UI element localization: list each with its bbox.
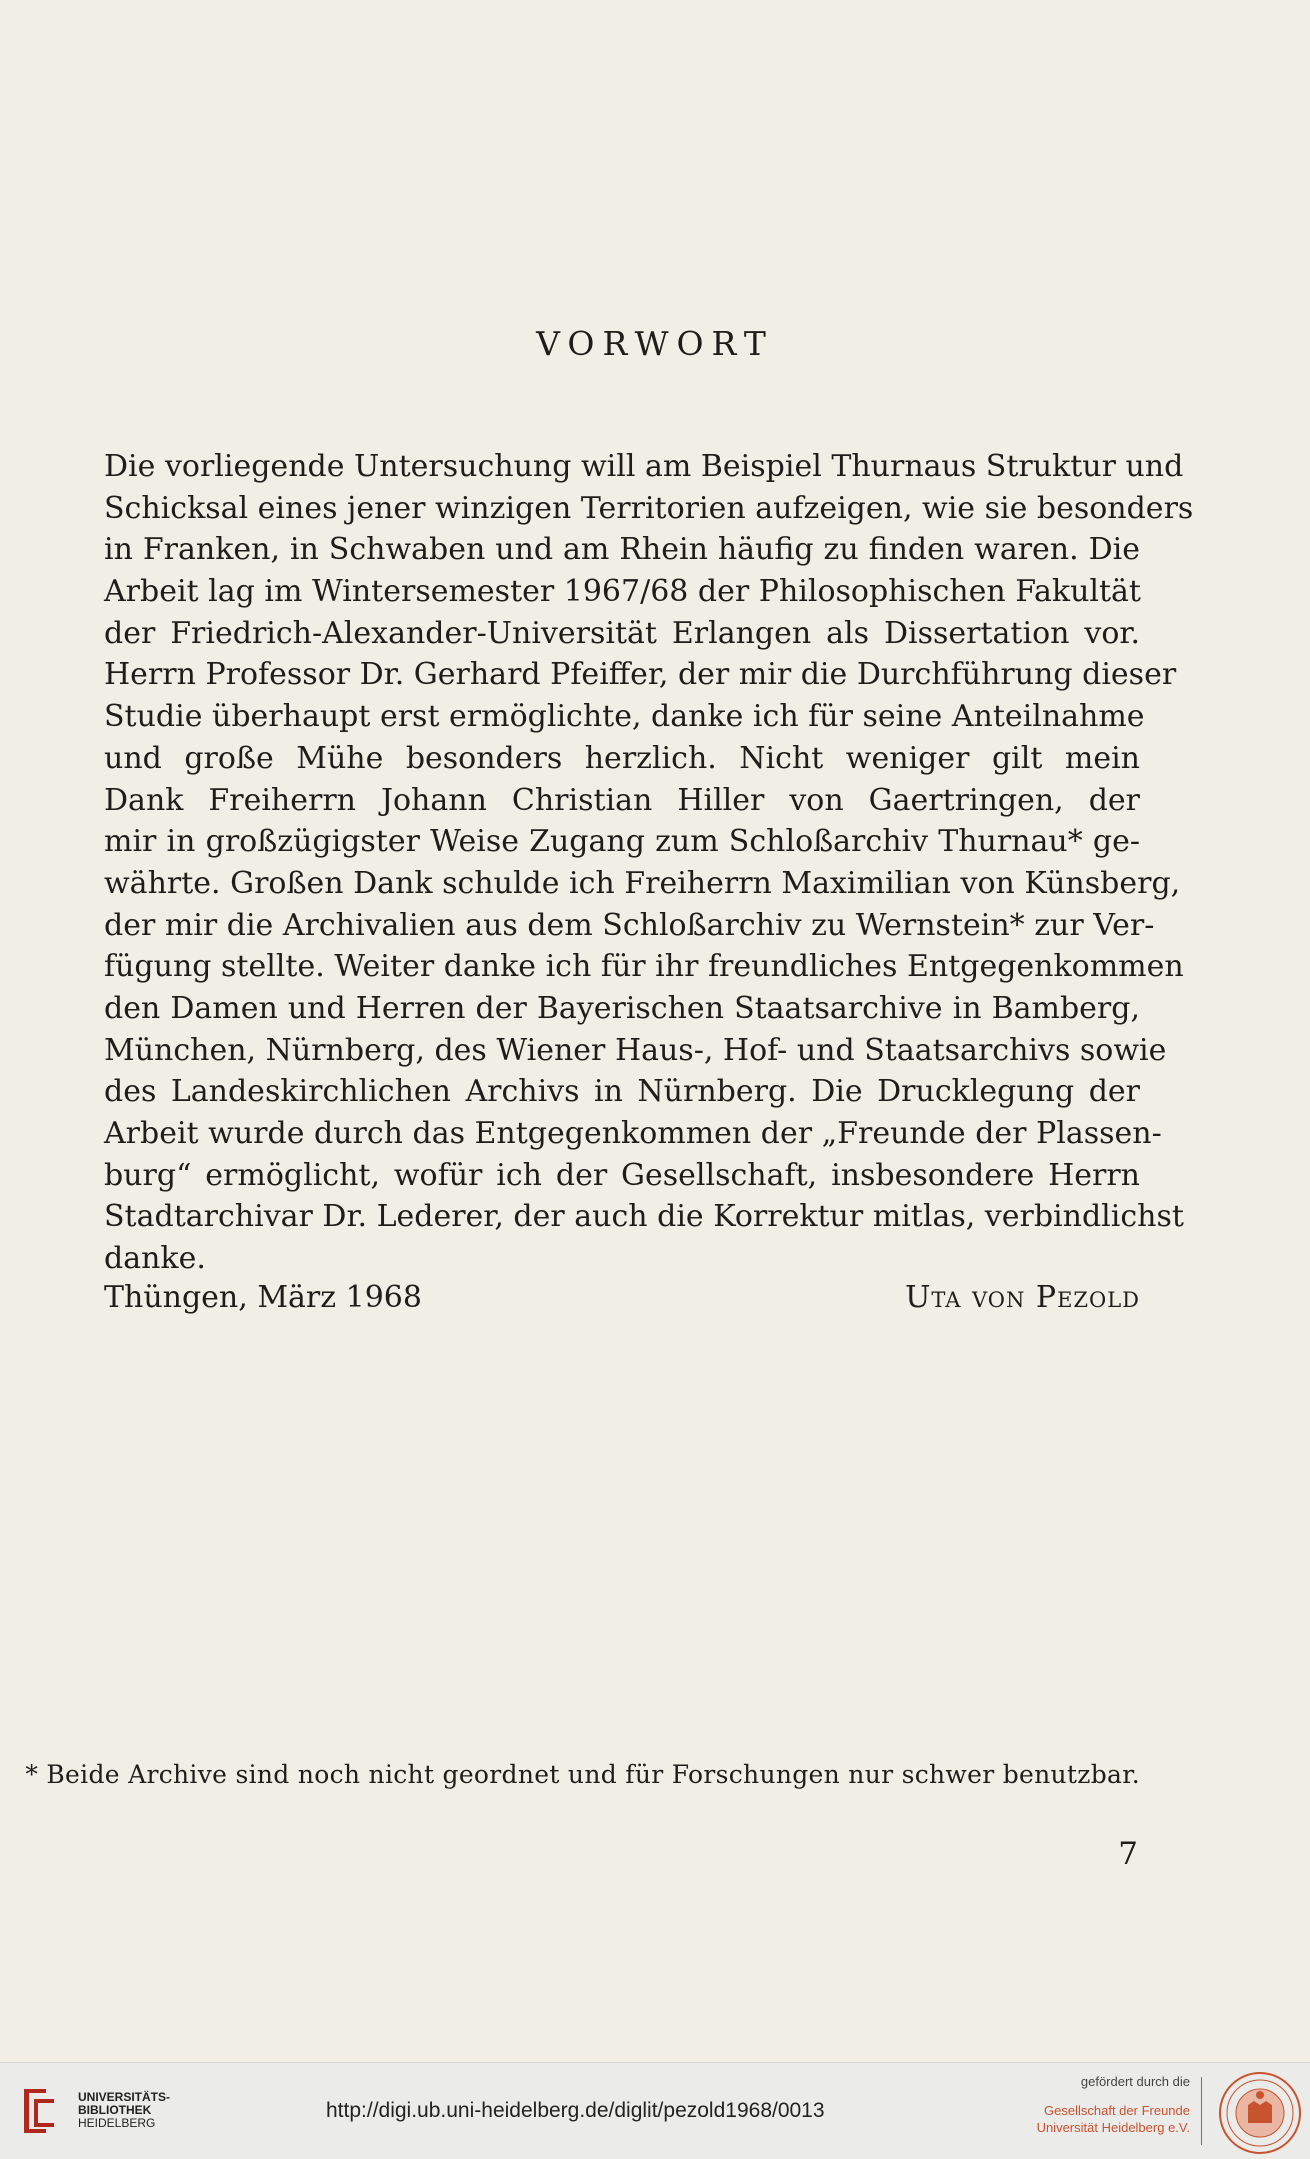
body-line: Arbeit wurde durch das Entgegenkommen der „Freunde der Plassen- [104,1116,1162,1151]
preface-body [104,446,1194,1280]
page-number: 7 [1118,1836,1138,1872]
body-line: Dank Freiherrn Johann Christian Hiller von Gaertringen, der [104,782,1140,818]
body-line: der mir die Archivalien aus dem Schloßarchiv zu Wernstein* zur Ver- [104,907,1155,943]
sponsor-block[interactable] [1037,2073,1190,2136]
body-line: Studie überhaupt erst ermöglichte, danke ich für seine Anteilnahme [104,699,1145,735]
body-line: danke. [104,1241,206,1277]
body-line: Arbeit lag im Wintersemester 1967/68 der Philosophischen Fakultät [104,574,1141,610]
body-line: Stadtarchivar Dr. Lederer, der auch die Korrektur mitlas, verbindlichst [104,1199,1184,1235]
viewer-footer [0,2062,1310,2159]
body-line: der Friedrich-Alexander-Universität Erlangen als Dissertation vor. [104,615,1140,651]
body-line: Herrn Professor Dr. Gerhard Pfeiffer, der mir die Durchführung dieser [104,657,1177,693]
sponsored-by-label: gefördert durch die [1080,2074,1190,2089]
body-line: den Damen und Herren der Bayerischen Staatsarchive in Bamberg, [104,990,1140,1026]
body-line: burg“ ermöglicht, wofür ich der Gesellschaft, insbesondere Herrn [104,1157,1140,1193]
library-name-line: HEIDELBERG [78,2116,156,2130]
body-line: München, Nürnberg, des Wiener Haus-, Hof- und Staatsarchivs sowie [104,1032,1167,1068]
place-date: Thüngen, März 1968 [104,1280,422,1315]
body-line: mir in großzügigster Weise Zugang zum Schloßarchiv Thurnau* ge- [104,824,1140,860]
body-line: Die vorliegende Untersuchung will am Beispiel Thurnaus Struktur und [104,449,1184,484]
author-signature: Uta von Pezold [905,1280,1140,1315]
footer-divider [1201,2077,1202,2145]
library-logo-icon[interactable] [16,2083,60,2139]
body-line: fügung stellte. Weiter danke ich für ihr freundliches Entgegenkommen [104,949,1184,985]
sponsor-name-line: Gesellschaft der Freunde [1044,2103,1190,2118]
sponsor-name-line: Universität Heidelberg e.V. [1036,2120,1190,2135]
library-name-line: BIBLIOTHEK [78,2103,152,2117]
library-name[interactable] [78,2091,170,2130]
page-heading: VORWORT [536,324,774,363]
footnote: * Beide Archive sind noch nicht geordnet und für Forschungen nur schwer benutzbar. [25,1760,1140,1789]
body-line: währte. Großen Dank schulde ich Freiherrn Maximilian von Künsberg, [104,865,1181,901]
body-line: in Franken, in Schwaben und am Rhein häufig zu finden waren. Die [104,532,1140,568]
university-seal-icon[interactable] [1218,2071,1302,2155]
permalink-url[interactable]: http://digi.ub.uni-heidelberg.de/diglit/pezold1968/0013 [326,2099,825,2122]
body-line: des Landeskirchlichen Archivs in Nürnberg. Die Drucklegung der [104,1074,1140,1110]
body-line: Schicksal eines jener winzigen Territorien aufzeigen, wie sie besonders [104,490,1194,526]
body-line: und große Mühe besonders herzlich. Nicht weniger gilt mein [104,740,1140,776]
library-name-line: UNIVERSITÄTS- [78,2090,171,2104]
